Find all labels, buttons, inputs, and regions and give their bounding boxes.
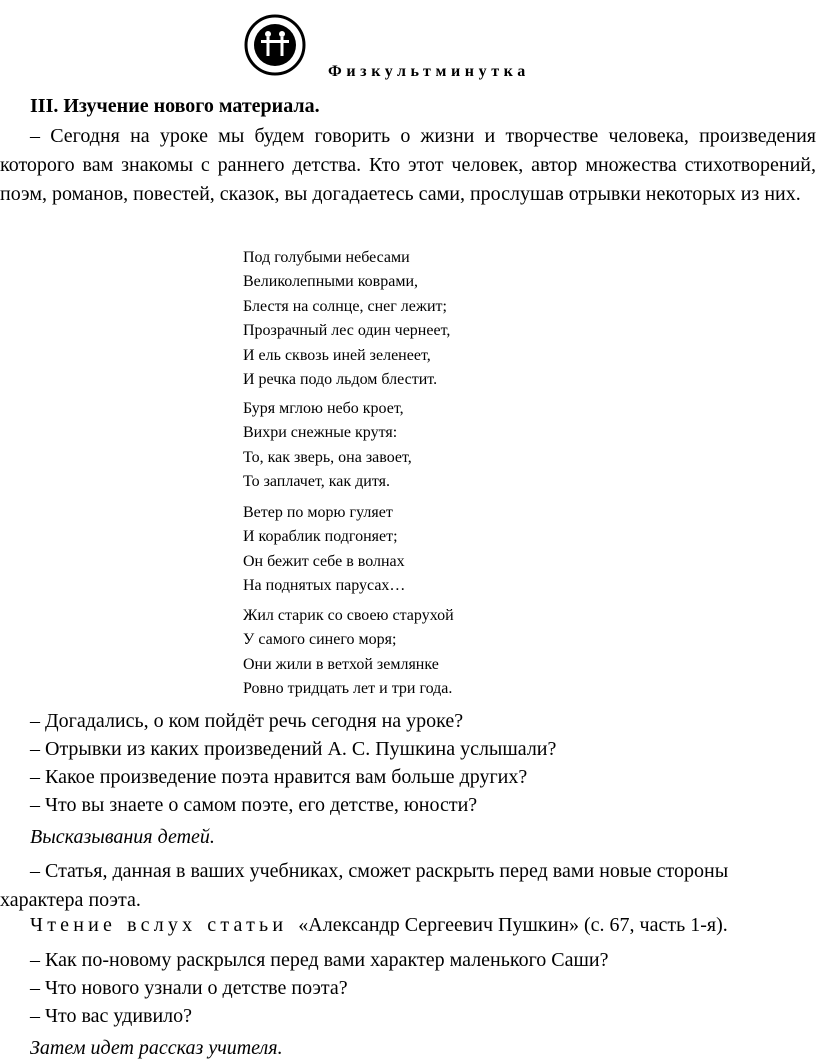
poem-line: И ель сквозь иней зеленеет, [243, 346, 431, 364]
section-title: III. Изучение нового материала. [30, 95, 320, 117]
poem-line: То заплачет, как дитя. [243, 473, 390, 491]
poem-stanza-4 [243, 604, 454, 702]
poem-line: То, как зверь, она завоет, [243, 448, 412, 466]
poem-line: Жил старик со своею старухой [243, 607, 454, 624]
poem-line: И речка подо льдом блестит. [243, 371, 438, 389]
question-line: – Что нового узнали о детстве поэта? [30, 977, 348, 999]
poem-line: И кораблик подгоняет; [243, 528, 398, 546]
question-line: – Отрывки из каких произведений А. С. Пушкина услышали? [30, 738, 557, 760]
reading-word: вслух [127, 914, 197, 936]
question-line: – Что вы знаете о самом поэте, его детстве, юности? [30, 794, 478, 816]
question-line: – Какое произведение поэта нравится вам больше других? [30, 766, 528, 788]
intro-paragraph: – Сегодня на уроке мы будем говорить о жизни и творчестве человека, произведения которого вам знакомы с раннего детства. Кто этот человек, автор множества стихотворений, поэм, романов, повестей, сказок, вы догадаетесь сами, прослушав отрывки некоторых из них. [0, 125, 816, 205]
reading-word: Чтение [30, 914, 117, 936]
question-line: – Что вас удивило? [30, 1005, 193, 1027]
poem-stanza-1 [243, 246, 450, 392]
poem-line: Прозрачный лес один чернеет, [243, 322, 451, 340]
poem-stanza-3 [243, 501, 405, 599]
poem-line: Ровно тридцать лет и три года. [243, 680, 453, 698]
reading-instruction [30, 914, 728, 937]
question-line: – Как по-новому раскрылся перед вами характер маленького Саши? [30, 949, 609, 971]
poem-line: Под голубыми небесами [243, 249, 410, 266]
question-line: – Догадались, о ком пойдёт речь сегодня на уроке? [30, 710, 464, 732]
poem-line: Он бежит себе в волнах [243, 552, 405, 570]
reading-article-ref: «Александр Сергеевич Пушкин» (с. 67, часть 1-я). [298, 914, 728, 936]
poem-line: Они жили в ветхой землянке [243, 655, 439, 673]
poem-stanza-2 [243, 397, 412, 495]
poem-line: Великолепными коврами, [243, 273, 419, 291]
article-paragraph: – Статья, данная в ваших учебниках, сможет раскрыть перед вами новые стороны характера поэта. [0, 860, 729, 911]
children-statements: Высказывания детей. [30, 826, 215, 848]
reading-word: статьи [207, 914, 288, 936]
poem-line: На поднятых парусах… [243, 577, 406, 595]
poem-line: У самого синего моря; [243, 631, 397, 649]
heading-physical-break: Физкультминутка [328, 63, 530, 80]
poem-line: Блестя на солнце, снег лежит; [243, 297, 447, 315]
poem-line: Буря мглою небо кроет, [243, 400, 404, 417]
poem-line: Вихри снежные крутя: [243, 424, 398, 442]
two-figures-icon [244, 14, 306, 76]
poem-line: Ветер по морю гуляет [243, 504, 393, 521]
teacher-story: Затем идет рассказ учителя. [30, 1037, 283, 1059]
